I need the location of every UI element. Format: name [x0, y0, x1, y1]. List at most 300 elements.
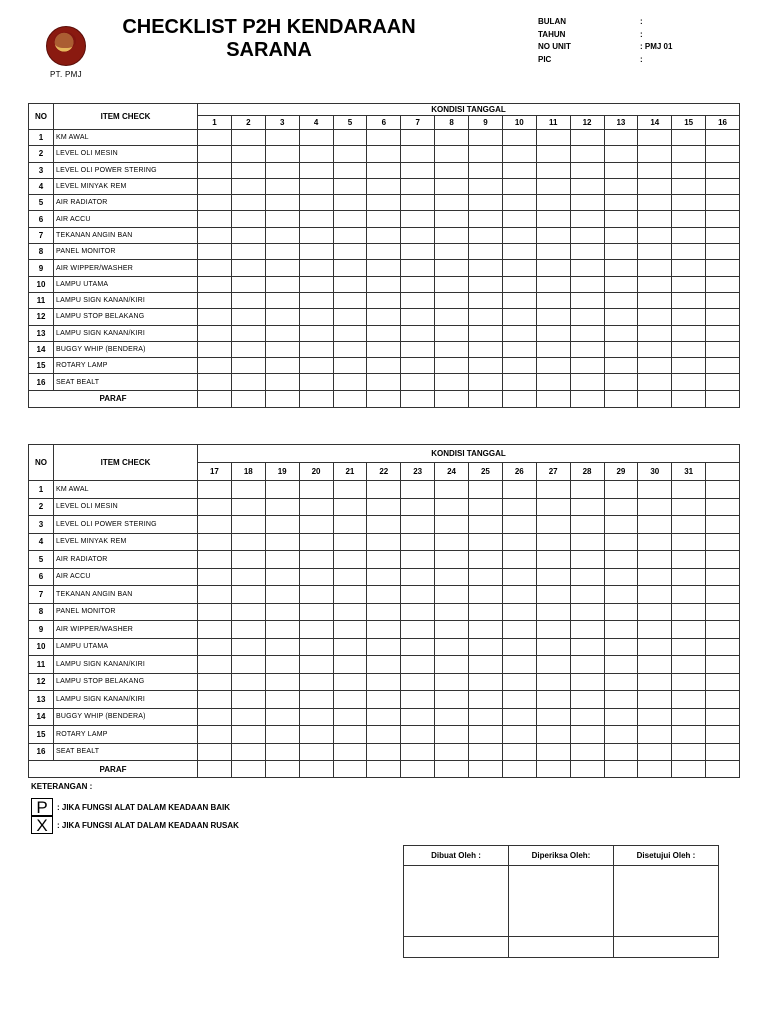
check-cell[interactable] — [401, 146, 435, 162]
check-cell[interactable] — [231, 603, 265, 621]
check-cell[interactable] — [231, 325, 265, 341]
check-cell[interactable] — [435, 146, 469, 162]
check-cell[interactable] — [604, 568, 638, 586]
check-cell[interactable] — [299, 586, 333, 604]
check-cell[interactable] — [536, 325, 570, 341]
check-cell[interactable] — [502, 691, 536, 709]
check-cell[interactable] — [333, 656, 367, 674]
check-cell[interactable] — [401, 309, 435, 325]
check-cell[interactable] — [435, 292, 469, 308]
check-cell[interactable] — [401, 276, 435, 292]
check-cell[interactable] — [265, 568, 299, 586]
check-cell[interactable] — [333, 498, 367, 516]
check-cell[interactable] — [638, 309, 672, 325]
check-cell[interactable] — [502, 309, 536, 325]
sig-space-diperiksa[interactable] — [509, 866, 614, 937]
check-cell[interactable] — [570, 358, 604, 374]
check-cell[interactable] — [367, 195, 401, 211]
check-cell[interactable] — [638, 211, 672, 227]
check-cell[interactable] — [299, 603, 333, 621]
paraf-cell[interactable] — [435, 390, 469, 407]
check-cell[interactable] — [401, 358, 435, 374]
check-cell[interactable] — [536, 708, 570, 726]
check-cell[interactable] — [265, 162, 299, 178]
check-cell[interactable] — [401, 162, 435, 178]
check-cell[interactable] — [198, 726, 232, 744]
check-cell[interactable] — [435, 481, 469, 499]
check-cell[interactable] — [265, 586, 299, 604]
check-cell[interactable] — [469, 516, 503, 534]
check-cell[interactable] — [299, 498, 333, 516]
check-cell[interactable] — [536, 211, 570, 227]
check-cell[interactable] — [469, 244, 503, 260]
check-cell[interactable] — [536, 743, 570, 761]
check-cell[interactable] — [299, 516, 333, 534]
check-cell[interactable] — [231, 374, 265, 390]
check-cell[interactable] — [672, 178, 706, 194]
check-cell[interactable] — [333, 260, 367, 276]
check-cell[interactable] — [638, 341, 672, 357]
check-cell[interactable] — [672, 325, 706, 341]
check-cell[interactable] — [672, 568, 706, 586]
check-cell[interactable] — [706, 195, 740, 211]
sig-space-dibuat[interactable] — [404, 866, 509, 937]
check-cell[interactable] — [198, 498, 232, 516]
check-cell[interactable] — [469, 130, 503, 146]
paraf-cell[interactable] — [604, 390, 638, 407]
paraf-cell[interactable] — [367, 761, 401, 778]
check-cell[interactable] — [536, 244, 570, 260]
check-cell[interactable] — [502, 195, 536, 211]
check-cell[interactable] — [435, 325, 469, 341]
check-cell[interactable] — [604, 726, 638, 744]
check-cell[interactable] — [604, 178, 638, 194]
check-cell[interactable] — [638, 195, 672, 211]
check-cell[interactable] — [401, 708, 435, 726]
check-cell[interactable] — [570, 673, 604, 691]
check-cell[interactable] — [333, 374, 367, 390]
check-cell[interactable] — [502, 673, 536, 691]
check-cell[interactable] — [198, 708, 232, 726]
check-cell[interactable] — [638, 162, 672, 178]
check-cell[interactable] — [706, 708, 740, 726]
check-cell[interactable] — [231, 195, 265, 211]
check-cell[interactable] — [367, 325, 401, 341]
check-cell[interactable] — [401, 292, 435, 308]
check-cell[interactable] — [706, 743, 740, 761]
check-cell[interactable] — [299, 195, 333, 211]
check-cell[interactable] — [333, 292, 367, 308]
check-cell[interactable] — [231, 260, 265, 276]
check-cell[interactable] — [672, 691, 706, 709]
check-cell[interactable] — [435, 260, 469, 276]
check-cell[interactable] — [333, 691, 367, 709]
check-cell[interactable] — [435, 130, 469, 146]
check-cell[interactable] — [672, 309, 706, 325]
check-cell[interactable] — [604, 533, 638, 551]
check-cell[interactable] — [333, 516, 367, 534]
check-cell[interactable] — [299, 211, 333, 227]
check-cell[interactable] — [706, 551, 740, 569]
check-cell[interactable] — [299, 358, 333, 374]
check-cell[interactable] — [502, 325, 536, 341]
check-cell[interactable] — [672, 656, 706, 674]
check-cell[interactable] — [401, 673, 435, 691]
check-cell[interactable] — [299, 146, 333, 162]
check-cell[interactable] — [231, 146, 265, 162]
check-cell[interactable] — [638, 533, 672, 551]
check-cell[interactable] — [469, 358, 503, 374]
check-cell[interactable] — [469, 673, 503, 691]
check-cell[interactable] — [502, 227, 536, 243]
check-cell[interactable] — [502, 341, 536, 357]
check-cell[interactable] — [231, 621, 265, 639]
check-cell[interactable] — [570, 586, 604, 604]
paraf-cell[interactable] — [198, 390, 232, 407]
paraf-cell[interactable] — [672, 761, 706, 778]
check-cell[interactable] — [706, 325, 740, 341]
check-cell[interactable] — [570, 227, 604, 243]
check-cell[interactable] — [638, 638, 672, 656]
check-cell[interactable] — [333, 178, 367, 194]
check-cell[interactable] — [536, 178, 570, 194]
check-cell[interactable] — [469, 309, 503, 325]
check-cell[interactable] — [570, 162, 604, 178]
check-cell[interactable] — [638, 325, 672, 341]
check-cell[interactable] — [672, 358, 706, 374]
check-cell[interactable] — [367, 568, 401, 586]
check-cell[interactable] — [536, 309, 570, 325]
check-cell[interactable] — [706, 341, 740, 357]
check-cell[interactable] — [502, 162, 536, 178]
check-cell[interactable] — [435, 244, 469, 260]
sig-space-disetujui[interactable] — [614, 866, 719, 937]
check-cell[interactable] — [502, 638, 536, 656]
check-cell[interactable] — [672, 146, 706, 162]
check-cell[interactable] — [231, 551, 265, 569]
check-cell[interactable] — [198, 673, 232, 691]
check-cell[interactable] — [604, 341, 638, 357]
paraf-cell[interactable] — [469, 761, 503, 778]
check-cell[interactable] — [435, 195, 469, 211]
check-cell[interactable] — [435, 621, 469, 639]
check-cell[interactable] — [265, 638, 299, 656]
check-cell[interactable] — [570, 691, 604, 709]
check-cell[interactable] — [604, 260, 638, 276]
check-cell[interactable] — [604, 146, 638, 162]
check-cell[interactable] — [536, 621, 570, 639]
check-cell[interactable] — [367, 211, 401, 227]
check-cell[interactable] — [401, 374, 435, 390]
check-cell[interactable] — [333, 130, 367, 146]
check-cell[interactable] — [536, 130, 570, 146]
check-cell[interactable] — [604, 162, 638, 178]
check-cell[interactable] — [536, 726, 570, 744]
check-cell[interactable] — [638, 146, 672, 162]
check-cell[interactable] — [198, 292, 232, 308]
check-cell[interactable] — [469, 638, 503, 656]
check-cell[interactable] — [367, 341, 401, 357]
check-cell[interactable] — [672, 533, 706, 551]
check-cell[interactable] — [469, 178, 503, 194]
check-cell[interactable] — [469, 743, 503, 761]
check-cell[interactable] — [401, 211, 435, 227]
check-cell[interactable] — [265, 211, 299, 227]
check-cell[interactable] — [502, 130, 536, 146]
check-cell[interactable] — [265, 341, 299, 357]
check-cell[interactable] — [672, 211, 706, 227]
check-cell[interactable] — [672, 341, 706, 357]
check-cell[interactable] — [536, 656, 570, 674]
check-cell[interactable] — [198, 533, 232, 551]
check-cell[interactable] — [604, 227, 638, 243]
check-cell[interactable] — [672, 621, 706, 639]
check-cell[interactable] — [469, 162, 503, 178]
check-cell[interactable] — [469, 726, 503, 744]
check-cell[interactable] — [672, 498, 706, 516]
check-cell[interactable] — [502, 708, 536, 726]
check-cell[interactable] — [502, 498, 536, 516]
check-cell[interactable] — [435, 726, 469, 744]
paraf-cell[interactable] — [367, 390, 401, 407]
paraf-cell[interactable] — [672, 390, 706, 407]
check-cell[interactable] — [638, 673, 672, 691]
check-cell[interactable] — [333, 708, 367, 726]
check-cell[interactable] — [536, 292, 570, 308]
check-cell[interactable] — [333, 481, 367, 499]
check-cell[interactable] — [502, 260, 536, 276]
check-cell[interactable] — [604, 708, 638, 726]
check-cell[interactable] — [198, 603, 232, 621]
paraf-cell[interactable] — [536, 761, 570, 778]
check-cell[interactable] — [299, 374, 333, 390]
check-cell[interactable] — [265, 325, 299, 341]
check-cell[interactable] — [333, 621, 367, 639]
check-cell[interactable] — [401, 325, 435, 341]
check-cell[interactable] — [333, 638, 367, 656]
check-cell[interactable] — [265, 621, 299, 639]
check-cell[interactable] — [367, 691, 401, 709]
check-cell[interactable] — [469, 325, 503, 341]
check-cell[interactable] — [333, 244, 367, 260]
check-cell[interactable] — [265, 481, 299, 499]
check-cell[interactable] — [401, 638, 435, 656]
paraf-cell[interactable] — [604, 761, 638, 778]
check-cell[interactable] — [638, 568, 672, 586]
check-cell[interactable] — [198, 621, 232, 639]
check-cell[interactable] — [469, 481, 503, 499]
check-cell[interactable] — [536, 227, 570, 243]
check-cell[interactable] — [536, 673, 570, 691]
check-cell[interactable] — [333, 211, 367, 227]
check-cell[interactable] — [231, 726, 265, 744]
check-cell[interactable] — [604, 276, 638, 292]
check-cell[interactable] — [502, 533, 536, 551]
check-cell[interactable] — [367, 551, 401, 569]
check-cell[interactable] — [198, 195, 232, 211]
check-cell[interactable] — [435, 227, 469, 243]
check-cell[interactable] — [638, 178, 672, 194]
check-cell[interactable] — [469, 603, 503, 621]
check-cell[interactable] — [333, 673, 367, 691]
check-cell[interactable] — [604, 551, 638, 569]
check-cell[interactable] — [469, 276, 503, 292]
check-cell[interactable] — [265, 533, 299, 551]
check-cell[interactable] — [502, 481, 536, 499]
check-cell[interactable] — [536, 568, 570, 586]
check-cell[interactable] — [299, 673, 333, 691]
check-cell[interactable] — [570, 260, 604, 276]
check-cell[interactable] — [536, 162, 570, 178]
check-cell[interactable] — [367, 586, 401, 604]
check-cell[interactable] — [638, 358, 672, 374]
check-cell[interactable] — [333, 309, 367, 325]
check-cell[interactable] — [502, 656, 536, 674]
check-cell[interactable] — [672, 638, 706, 656]
check-cell[interactable] — [367, 244, 401, 260]
check-cell[interactable] — [536, 374, 570, 390]
check-cell[interactable] — [435, 162, 469, 178]
check-cell[interactable] — [198, 516, 232, 534]
check-cell[interactable] — [299, 551, 333, 569]
check-cell[interactable] — [570, 374, 604, 390]
check-cell[interactable] — [401, 586, 435, 604]
check-cell[interactable] — [367, 292, 401, 308]
check-cell[interactable] — [706, 130, 740, 146]
check-cell[interactable] — [401, 498, 435, 516]
check-cell[interactable] — [638, 244, 672, 260]
check-cell[interactable] — [570, 516, 604, 534]
check-cell[interactable] — [435, 673, 469, 691]
check-cell[interactable] — [570, 195, 604, 211]
check-cell[interactable] — [435, 568, 469, 586]
check-cell[interactable] — [333, 146, 367, 162]
check-cell[interactable] — [231, 586, 265, 604]
check-cell[interactable] — [435, 743, 469, 761]
check-cell[interactable] — [570, 211, 604, 227]
check-cell[interactable] — [299, 130, 333, 146]
check-cell[interactable] — [502, 621, 536, 639]
check-cell[interactable] — [638, 603, 672, 621]
check-cell[interactable] — [333, 726, 367, 744]
check-cell[interactable] — [435, 516, 469, 534]
check-cell[interactable] — [706, 726, 740, 744]
check-cell[interactable] — [502, 603, 536, 621]
check-cell[interactable] — [333, 227, 367, 243]
check-cell[interactable] — [265, 551, 299, 569]
check-cell[interactable] — [299, 568, 333, 586]
paraf-cell[interactable] — [706, 390, 740, 407]
check-cell[interactable] — [401, 743, 435, 761]
check-cell[interactable] — [570, 341, 604, 357]
check-cell[interactable] — [299, 481, 333, 499]
check-cell[interactable] — [265, 374, 299, 390]
check-cell[interactable] — [231, 162, 265, 178]
check-cell[interactable] — [469, 708, 503, 726]
check-cell[interactable] — [604, 374, 638, 390]
check-cell[interactable] — [536, 551, 570, 569]
check-cell[interactable] — [435, 374, 469, 390]
paraf-cell[interactable] — [231, 390, 265, 407]
check-cell[interactable] — [672, 162, 706, 178]
check-cell[interactable] — [401, 178, 435, 194]
check-cell[interactable] — [469, 260, 503, 276]
check-cell[interactable] — [367, 656, 401, 674]
check-cell[interactable] — [706, 244, 740, 260]
check-cell[interactable] — [469, 586, 503, 604]
check-cell[interactable] — [231, 244, 265, 260]
check-cell[interactable] — [638, 656, 672, 674]
check-cell[interactable] — [265, 292, 299, 308]
paraf-cell[interactable] — [502, 390, 536, 407]
check-cell[interactable] — [469, 211, 503, 227]
check-cell[interactable] — [706, 178, 740, 194]
check-cell[interactable] — [198, 325, 232, 341]
check-cell[interactable] — [435, 341, 469, 357]
check-cell[interactable] — [265, 227, 299, 243]
check-cell[interactable] — [299, 341, 333, 357]
check-cell[interactable] — [299, 309, 333, 325]
check-cell[interactable] — [435, 178, 469, 194]
check-cell[interactable] — [502, 743, 536, 761]
sig-name-disetujui[interactable] — [614, 937, 719, 958]
check-cell[interactable] — [198, 691, 232, 709]
check-cell[interactable] — [299, 162, 333, 178]
check-cell[interactable] — [299, 276, 333, 292]
check-cell[interactable] — [469, 691, 503, 709]
check-cell[interactable] — [638, 708, 672, 726]
paraf-cell[interactable] — [401, 390, 435, 407]
check-cell[interactable] — [604, 292, 638, 308]
check-cell[interactable] — [672, 708, 706, 726]
sig-name-diperiksa[interactable] — [509, 937, 614, 958]
check-cell[interactable] — [604, 211, 638, 227]
check-cell[interactable] — [367, 638, 401, 656]
check-cell[interactable] — [672, 726, 706, 744]
check-cell[interactable] — [604, 638, 638, 656]
check-cell[interactable] — [536, 691, 570, 709]
check-cell[interactable] — [706, 568, 740, 586]
check-cell[interactable] — [706, 621, 740, 639]
check-cell[interactable] — [469, 146, 503, 162]
check-cell[interactable] — [502, 568, 536, 586]
check-cell[interactable] — [570, 178, 604, 194]
check-cell[interactable] — [367, 162, 401, 178]
check-cell[interactable] — [367, 673, 401, 691]
check-cell[interactable] — [638, 586, 672, 604]
check-cell[interactable] — [265, 498, 299, 516]
check-cell[interactable] — [299, 743, 333, 761]
check-cell[interactable] — [502, 244, 536, 260]
check-cell[interactable] — [299, 691, 333, 709]
check-cell[interactable] — [604, 621, 638, 639]
check-cell[interactable] — [231, 358, 265, 374]
check-cell[interactable] — [536, 276, 570, 292]
check-cell[interactable] — [435, 638, 469, 656]
paraf-cell[interactable] — [638, 761, 672, 778]
check-cell[interactable] — [502, 726, 536, 744]
check-cell[interactable] — [333, 586, 367, 604]
check-cell[interactable] — [231, 673, 265, 691]
check-cell[interactable] — [299, 244, 333, 260]
check-cell[interactable] — [198, 244, 232, 260]
check-cell[interactable] — [570, 276, 604, 292]
paraf-cell[interactable] — [570, 761, 604, 778]
check-cell[interactable] — [198, 638, 232, 656]
check-cell[interactable] — [198, 341, 232, 357]
check-cell[interactable] — [231, 309, 265, 325]
check-cell[interactable] — [198, 227, 232, 243]
